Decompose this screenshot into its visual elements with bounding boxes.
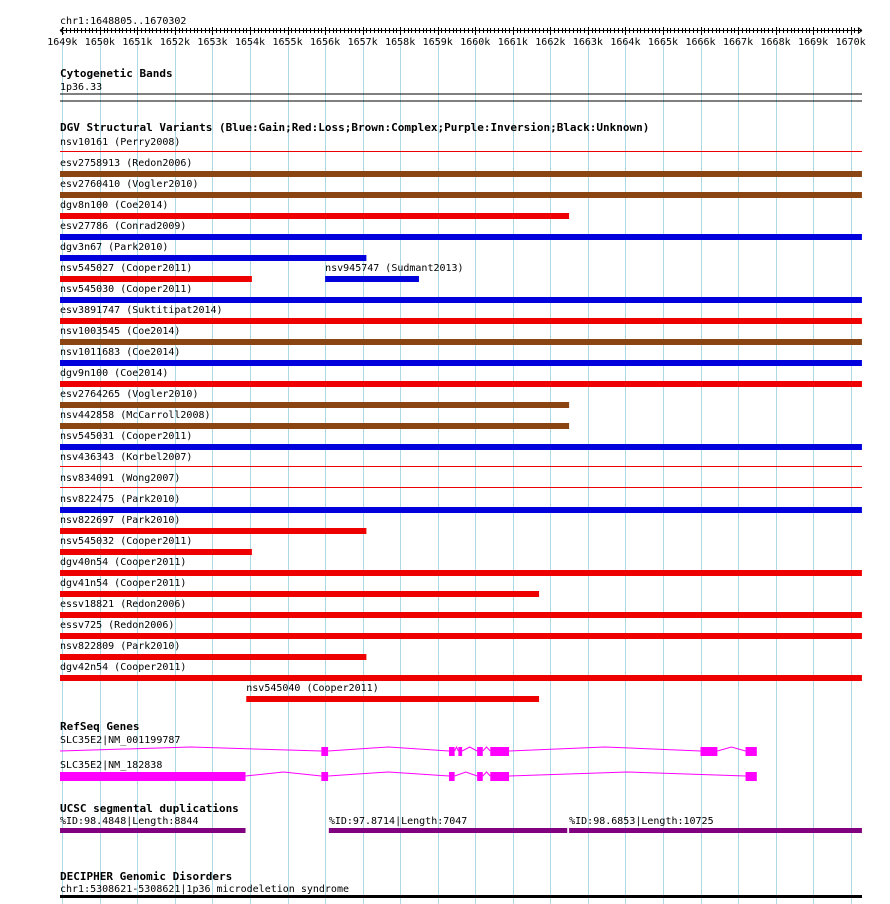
- ruler-tick-label: 1661k: [497, 37, 528, 48]
- ruler-tick-label: 1670k: [835, 37, 866, 48]
- dgv-feature-label: dgv8n100 (Coe2014): [60, 200, 169, 211]
- dgv-feature-label: essv18821 (Redon2006): [60, 599, 187, 610]
- ruler-tick-label: 1666k: [685, 37, 716, 48]
- exon-block[interactable]: [458, 747, 462, 756]
- dgv-feature-bar[interactable]: [60, 234, 862, 240]
- dgv-feature-bar[interactable]: [60, 591, 539, 597]
- exon-block[interactable]: [746, 747, 757, 756]
- segdup-feature-bar[interactable]: [569, 828, 862, 833]
- exon-block[interactable]: [746, 772, 757, 781]
- refseq-track: [60, 735, 757, 781]
- intron-line: [462, 747, 477, 751]
- dgv-feature-bar[interactable]: [60, 675, 862, 681]
- dgv-feature-bar[interactable]: [60, 423, 569, 429]
- ruler-tick-label: 1668k: [760, 37, 791, 48]
- dgv-feature-label: esv2758913 (Redon2006): [60, 158, 193, 169]
- dgv-feature-bar[interactable]: [60, 339, 862, 345]
- dgv-feature-bar[interactable]: [60, 528, 366, 534]
- intron-line: [328, 772, 449, 776]
- dgv-feature-label: esv2764265 (Vogler2010): [60, 389, 199, 400]
- intron-line: [246, 772, 322, 776]
- dgv-track-title: DGV Structural Variants (Blue:Gain;Red:Loss;Brown:Complex;Purple:Inversion;Black:Unknown): [60, 121, 650, 134]
- exon-block[interactable]: [701, 747, 718, 756]
- dgv-feature-label: nsv545032 (Cooper2011): [60, 536, 193, 547]
- exon-block[interactable]: [449, 772, 455, 781]
- intron-line: [509, 772, 746, 776]
- dgv-feature-label: esv3891747 (Suktitipat2014): [60, 305, 223, 316]
- segdup-track: [60, 816, 862, 833]
- dgv-feature-bar[interactable]: [60, 213, 569, 219]
- intron-line: [717, 747, 745, 751]
- intron-line: [509, 747, 700, 751]
- ruler-tick-label: 1655k: [272, 37, 303, 48]
- coordinate-label: chr1:1648805..1670302: [60, 16, 187, 27]
- dgv-feature-bar[interactable]: [60, 318, 862, 324]
- dgv-feature-bar[interactable]: [60, 487, 862, 488]
- segdup-feature-bar[interactable]: [60, 828, 246, 833]
- dgv-feature-bar[interactable]: [60, 255, 366, 261]
- dgv-feature-bar[interactable]: [60, 151, 862, 152]
- exon-block[interactable]: [490, 772, 509, 781]
- dgv-feature-label: nsv436343 (Korbel2007): [60, 452, 193, 463]
- ruler-tick-label: 1654k: [234, 37, 266, 48]
- dgv-feature-bar[interactable]: [60, 297, 862, 303]
- ruler-tick-label: 1662k: [535, 37, 566, 48]
- dgv-feature-bar[interactable]: [325, 276, 419, 282]
- dgv-feature-bar[interactable]: [60, 171, 862, 177]
- cytogenetic-bands-title: Cytogenetic Bands: [60, 67, 173, 80]
- dgv-feature-label: nsv945747 (Sudmant2013): [325, 263, 464, 274]
- ruler-tick-label: 1658k: [385, 37, 416, 48]
- cytoband-label: 1p36.33: [60, 82, 103, 93]
- dgv-feature-bar[interactable]: [60, 276, 252, 282]
- dgv-feature-label: nsv545030 (Cooper2011): [60, 284, 193, 295]
- segdup-feature-bar[interactable]: [329, 828, 567, 833]
- dgv-feature-label: nsv822697 (Park2010): [60, 515, 181, 526]
- ruler-tick-label: 1664k: [610, 37, 641, 48]
- dgv-feature-label: dgv9n100 (Coe2014): [60, 368, 169, 379]
- dgv-feature-label: nsv822809 (Park2010): [60, 641, 181, 652]
- dgv-feature-label: dgv42n54 (Cooper2011): [60, 662, 187, 673]
- segdup-feature-label: %ID:98.4848|Length:8844: [60, 816, 199, 827]
- dgv-feature-label: esv2760410 (Vogler2010): [60, 179, 199, 190]
- transcript-label: SLC35E2|NM_182838: [60, 760, 163, 771]
- dgv-feature-bar[interactable]: [60, 381, 862, 387]
- cytoband-track[interactable]: [60, 94, 862, 101]
- dgv-feature-label: nsv1003545 (Coe2014): [60, 326, 181, 337]
- transcript-label: SLC35E2|NM_001199787: [60, 735, 181, 746]
- ruler-tick-label: 1669k: [798, 37, 829, 48]
- dgv-feature-label: dgv3n67 (Park2010): [60, 242, 169, 253]
- ruler-tick-label: 1657k: [347, 37, 378, 48]
- segdup-track-title: UCSC segmental duplications: [60, 802, 239, 815]
- dgv-feature-bar[interactable]: [60, 549, 252, 555]
- segdup-feature-label: %ID:97.8714|Length:7047: [328, 816, 468, 827]
- dgv-feature-label: nsv822475 (Park2010): [60, 494, 181, 505]
- exon-block[interactable]: [321, 772, 328, 781]
- dgv-feature-bar[interactable]: [60, 192, 862, 198]
- dgv-feature-label: nsv10161 (Perry2008): [60, 137, 181, 148]
- dgv-feature-bar[interactable]: [60, 633, 862, 639]
- decipher-track-title: DECIPHER Genomic Disorders: [60, 870, 233, 883]
- dgv-feature-label: dgv40n54 (Cooper2011): [60, 557, 187, 568]
- dgv-feature-label: nsv545040 (Cooper2011): [246, 683, 379, 694]
- ruler-tick-label: 1653k: [197, 37, 228, 48]
- ruler-tick-label: 1649k: [47, 37, 78, 48]
- ruler-tick-label: 1659k: [422, 37, 453, 48]
- dgv-feature-bar[interactable]: [60, 507, 862, 513]
- dgv-feature-bar[interactable]: [60, 444, 862, 450]
- dgv-feature-bar[interactable]: [60, 360, 862, 366]
- dgv-feature-label: nsv442858 (McCarroll2008): [60, 410, 211, 421]
- dgv-feature-bar[interactable]: [60, 402, 569, 408]
- dgv-track: [60, 137, 862, 702]
- dgv-feature-label: nsv545031 (Cooper2011): [60, 431, 193, 442]
- dgv-feature-bar[interactable]: [60, 612, 862, 618]
- exon-block[interactable]: [477, 747, 483, 756]
- ruler-tick-label: 1650k: [84, 37, 115, 48]
- intron-line: [483, 747, 491, 751]
- intron-line: [60, 747, 321, 751]
- dgv-feature-bar[interactable]: [60, 654, 366, 660]
- ruler-tick-label: 1667k: [722, 37, 754, 48]
- dgv-feature-label: nsv545027 (Cooper2011): [60, 263, 193, 274]
- exon-block[interactable]: [477, 772, 483, 781]
- intron-line: [455, 772, 478, 776]
- dgv-feature-label: essv725 (Redon2006): [60, 620, 175, 631]
- ruler[interactable]: [47, 27, 865, 48]
- ruler-tick-label: 1652k: [159, 37, 190, 48]
- dgv-feature-bar[interactable]: [246, 696, 539, 702]
- dgv-feature-label: dgv41n54 (Cooper2011): [60, 578, 187, 589]
- exon-block[interactable]: [321, 747, 328, 756]
- exon-block[interactable]: [60, 772, 246, 781]
- refseq-track-title: RefSeq Genes: [60, 720, 140, 733]
- dgv-feature-bar[interactable]: [60, 570, 862, 576]
- ruler-tick-label: 1656k: [310, 37, 341, 48]
- ruler-tick-label: 1663k: [572, 37, 603, 48]
- intron-line: [455, 747, 459, 751]
- intron-line: [483, 772, 491, 776]
- dgv-feature-label: nsv1011683 (Coe2014): [60, 347, 181, 358]
- ruler-tick-label: 1665k: [647, 37, 679, 48]
- decipher-feature-label[interactable]: chr1:5308621-5308621|1p36 microdeletion syndrome: [60, 884, 349, 895]
- exon-block[interactable]: [449, 747, 455, 756]
- ruler-tick-label: 1651k: [122, 37, 153, 48]
- ruler-tick-label: 1660k: [460, 37, 491, 48]
- decipher-feature-bar[interactable]: [60, 895, 862, 898]
- exon-block[interactable]: [490, 747, 509, 756]
- intron-line: [328, 747, 449, 751]
- dgv-feature-label: nsv834091 (Wong2007): [60, 473, 181, 484]
- segdup-feature-label: %ID:98.6853|Length:10725: [569, 816, 714, 827]
- dgv-feature-label: esv27786 (Conrad2009): [60, 221, 187, 232]
- dgv-feature-bar[interactable]: [60, 466, 862, 467]
